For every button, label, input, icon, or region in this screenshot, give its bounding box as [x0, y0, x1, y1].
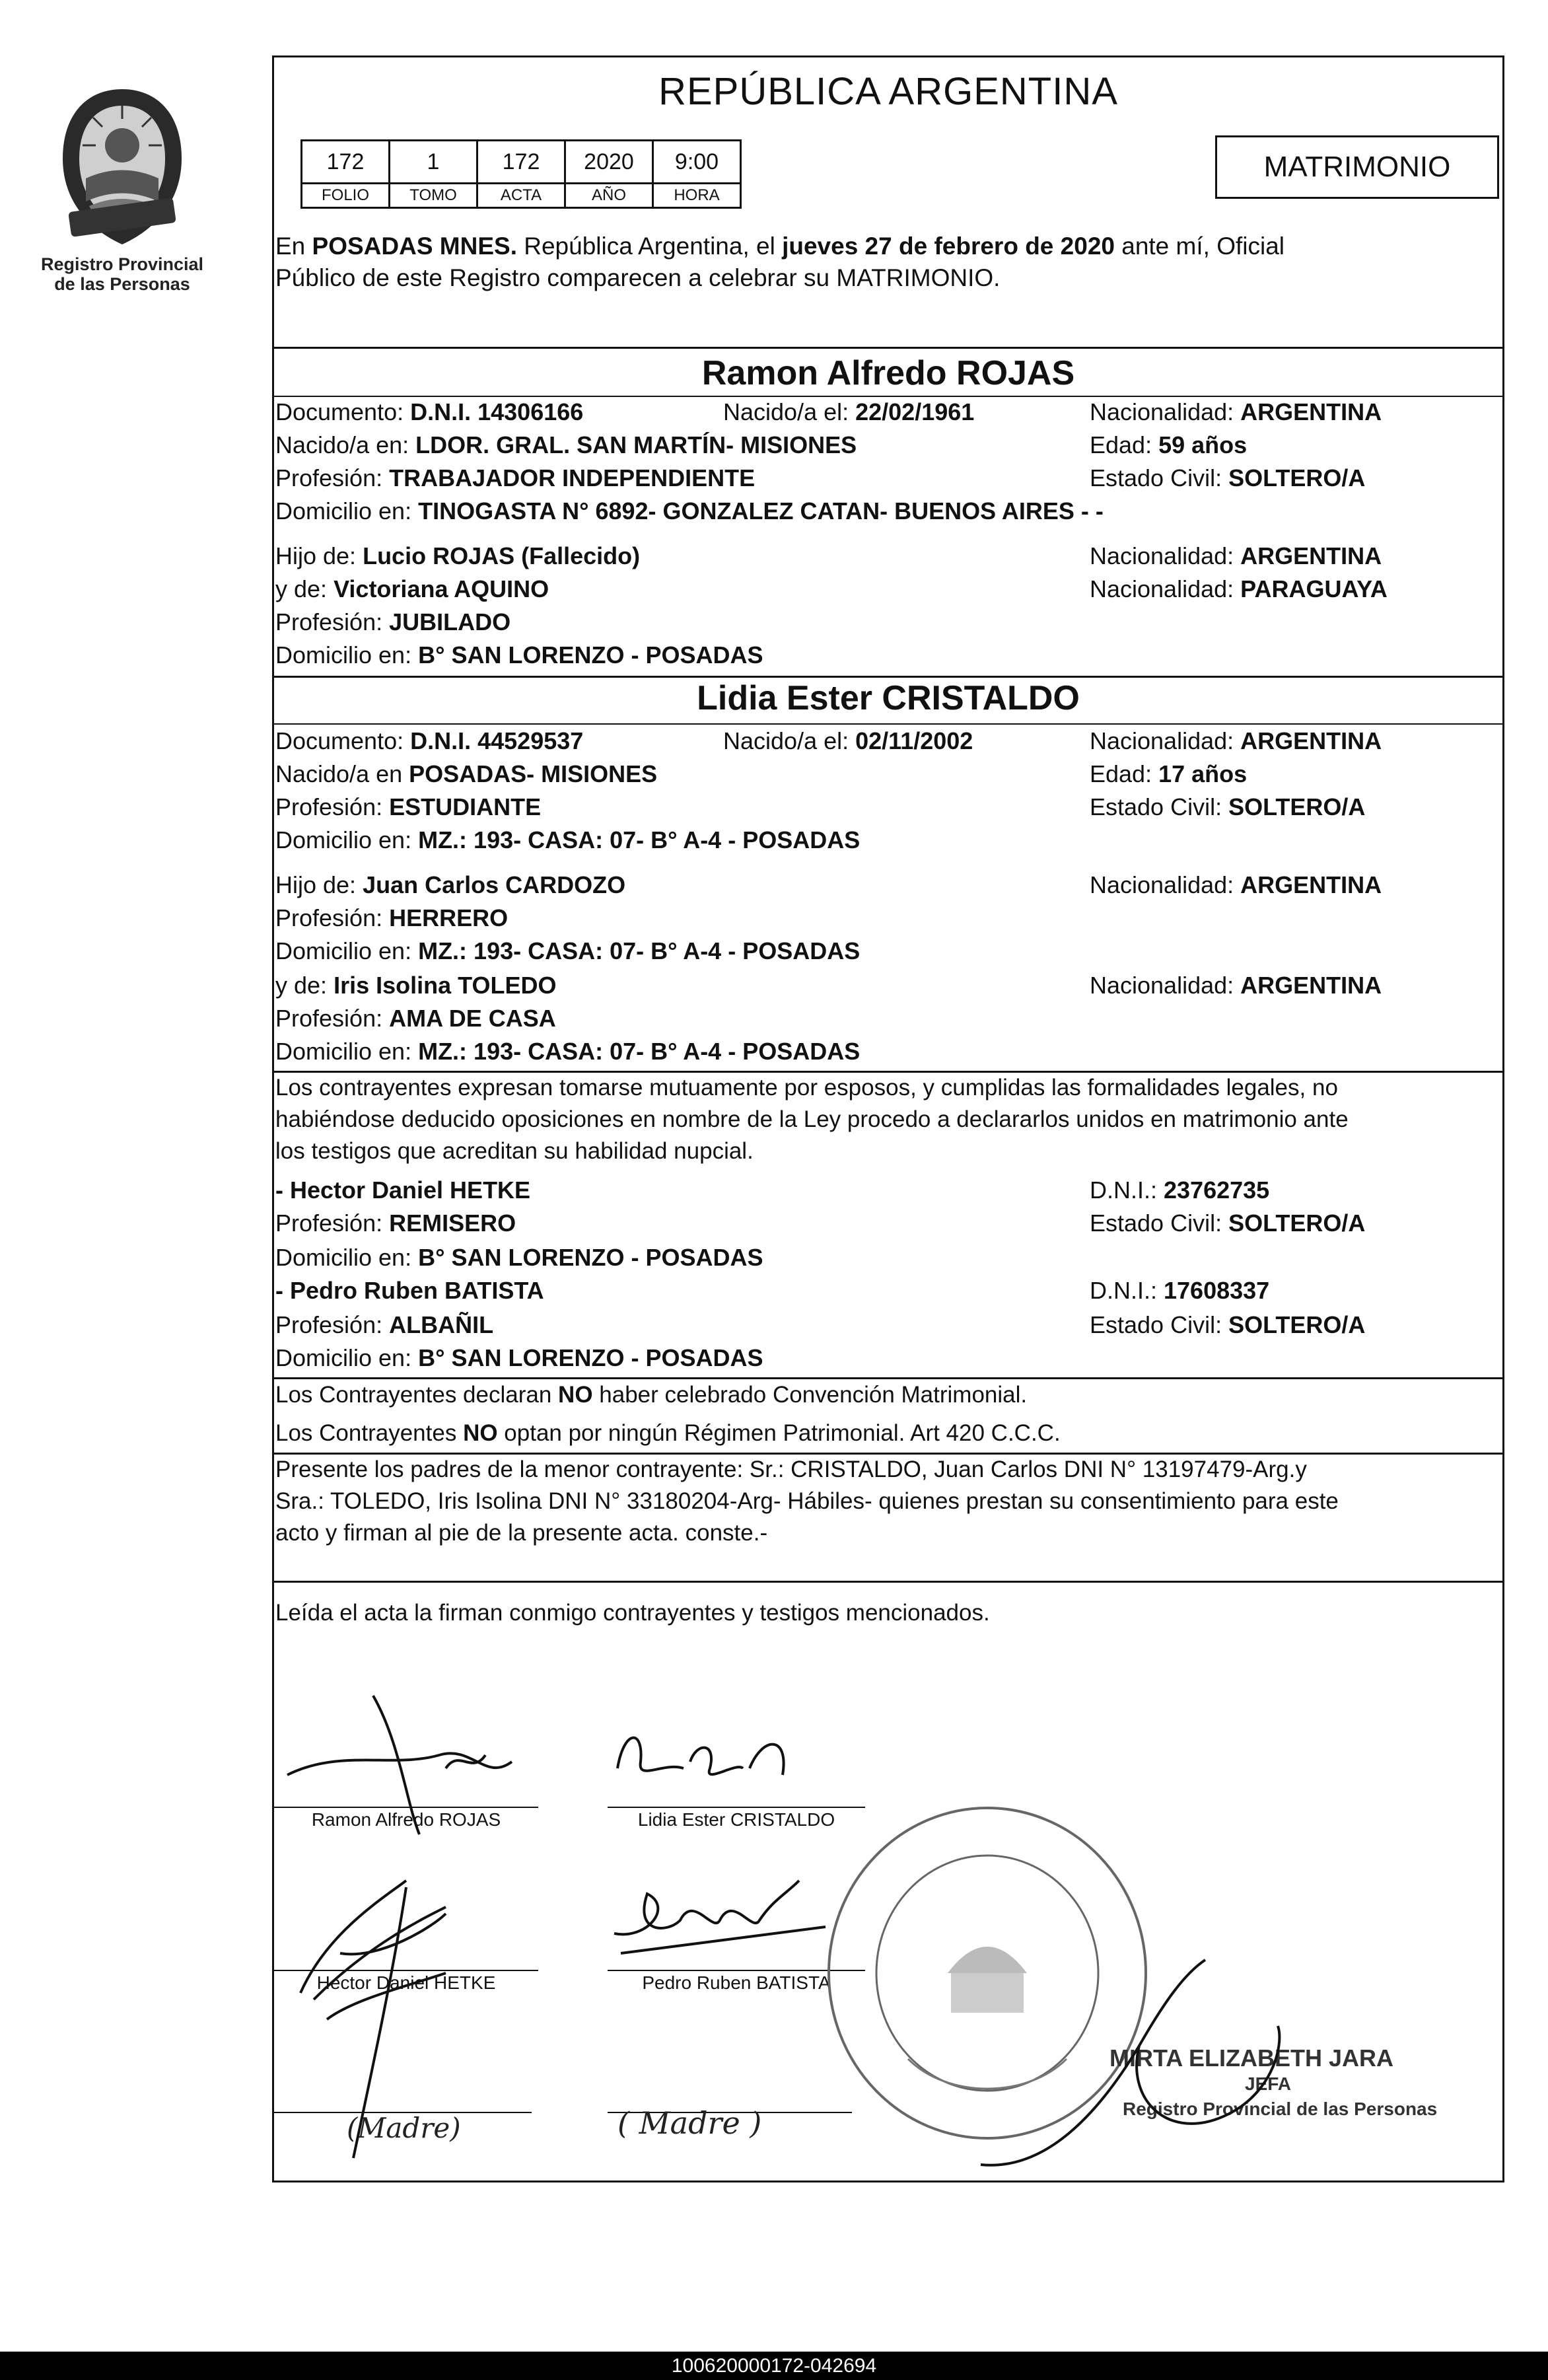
- consent-line-2: Sra.: TOLEDO, Iris Isolina DNI N° 33180204-Arg- Hábiles- quienes prestan su consentimiento para este: [275, 1488, 1339, 1514]
- bride-mother-nationality: Nacionalidad: ARGENTINA: [1090, 972, 1382, 999]
- groom-document: Documento: D.N.I. 14306166: [275, 398, 584, 425]
- page-title: REPÚBLICA ARGENTINA: [658, 70, 1118, 113]
- logo-caption-line2: de las Personas: [54, 274, 190, 294]
- closing-text: Leída el acta la firman conmigo contrayentes y testigos mencionados.: [275, 1600, 990, 1626]
- logo-caption-line1: Registro Provincial: [40, 254, 204, 274]
- intro-text-2: República Argentina, el: [516, 233, 783, 260]
- bride-address: Domicilio en: MZ.: 193- CASA: 07- B° A-4 - POSADAS: [275, 826, 861, 853]
- bride-civil-status: Estado Civil: SOLTERO/A: [1090, 793, 1366, 820]
- witness1-dni: D.N.I.: 23762735: [1090, 1176, 1270, 1204]
- witness2-dni: D.N.I.: 17608337: [1090, 1277, 1270, 1304]
- province-seal-icon: [50, 86, 195, 251]
- divider: [274, 1581, 1502, 1583]
- bride-document: Documento: D.N.I. 44529537: [275, 727, 584, 754]
- intro-city: POSADAS MNES.: [312, 233, 517, 260]
- tomo-value: 1: [390, 141, 477, 184]
- groom-age: Edad: 59 años: [1090, 431, 1248, 458]
- witness2-profession: Profesión: ALBAÑIL: [275, 1311, 494, 1338]
- anio-value: 2020: [565, 141, 653, 184]
- witness2-signature-icon: [608, 1854, 845, 1986]
- footer-code-bar: 100620000172-042694: [0, 2352, 1548, 2380]
- witness2-name: - Pedro Ruben BATISTA: [275, 1277, 544, 1304]
- bride-name: Lidia Ester CRISTALDO: [697, 679, 1080, 717]
- declaration-line-1: Los contrayentes expresan tomarse mutuamente por esposos, y cumplidas las formalidades legales, no: [275, 1075, 1338, 1100]
- declaration-paragraph: [275, 1072, 1504, 1167]
- record-type-box: MATRIMONIO: [1215, 135, 1499, 199]
- bride-mother-profession: Profesión: AMA DE CASA: [275, 1005, 556, 1032]
- official-role: JEFA: [1245, 2073, 1292, 2094]
- groom-birthdate: Nacido/a el: 22/02/1961: [723, 398, 975, 425]
- bride-birthdate: Nacido/a el: 02/11/2002: [723, 727, 973, 754]
- groom-parents-profession: Profesión: JUBILADO: [275, 608, 511, 635]
- intro-text-3: ante mí, Oficial: [1114, 233, 1284, 260]
- divider: [274, 676, 1502, 678]
- intro-text-1: En: [275, 233, 312, 260]
- divider: [274, 347, 1502, 349]
- groom-father-nationality: Nacionalidad: ARGENTINA: [1090, 542, 1382, 569]
- groom-birthplace: Nacido/a en: LDOR. GRAL. SAN MARTÍN- MISIONES: [275, 431, 857, 458]
- consent-line-1: Presente los padres de la menor contrayente: Sr.: CRISTALDO, Juan Carlos DNI N° 13197479-Arg.y: [275, 1457, 1307, 1482]
- convention-line-1: Los Contrayentes declaran NO haber celebrado Convención Matrimonial.: [275, 1382, 1028, 1408]
- groom-address: Domicilio en: TINOGASTA N° 6892- GONZALEZ CATAN- BUENOS AIRES - -: [275, 497, 1104, 524]
- folio-label: FOLIO: [302, 184, 390, 208]
- intro-paragraph: [275, 231, 1504, 294]
- declaration-line-2: habiéndose deducido oposiciones en nombre de la Ley procedo a declararlos unidos en matrimonio ante: [275, 1106, 1349, 1132]
- handwritten-madre-right: ( Madre ): [617, 2105, 762, 2141]
- bride-nationality: Nacionalidad: ARGENTINA: [1090, 727, 1382, 754]
- witness2-address: Domicilio en: B° SAN LORENZO - POSADAS: [275, 1344, 763, 1371]
- hora-value: 9:00: [653, 141, 741, 184]
- bride-father-profession: Profesión: HERRERO: [275, 904, 509, 931]
- witness2-civil-status: Estado Civil: SOLTERO/A: [1090, 1311, 1366, 1338]
- groom-signature-label: Ramon Alfredo ROJAS: [311, 1809, 501, 1830]
- official-name: MIRTA ELIZABETH JARA: [1109, 2044, 1393, 2072]
- bride-age: Edad: 17 años: [1090, 760, 1248, 787]
- bride-signature-icon: [604, 1669, 829, 1801]
- convention-line-2: Los Contrayentes NO optan por ningún Régimen Patrimonial. Art 420 C.C.C.: [275, 1420, 1061, 1446]
- official-organization: Registro Provincial de las Personas: [1123, 2099, 1438, 2119]
- parents-consent-paragraph: [275, 1454, 1504, 1549]
- groom-mother: y de: Victoriana AQUINO: [275, 575, 549, 602]
- witness1-signature-label: Hector Daniel HETKE: [316, 1972, 496, 1993]
- bride-mother-address: Domicilio en: MZ.: 193- CASA: 07- B° A-4 - POSADAS: [275, 1038, 861, 1065]
- certificate-frame: [272, 55, 1504, 2182]
- folio-value: 172: [302, 141, 390, 184]
- handwritten-madre-left: (Madre): [347, 2112, 461, 2144]
- bride-profession: Profesión: ESTUDIANTE: [275, 793, 542, 820]
- groom-nationality: Nacionalidad: ARGENTINA: [1090, 398, 1382, 425]
- consent-line-3: acto y firman al pie de la presente acta. conste.-: [275, 1520, 768, 1546]
- bride-signature-label: Lidia Ester CRISTALDO: [637, 1809, 835, 1830]
- record-data-table: [300, 139, 742, 209]
- witness1-signature-icon: [274, 1801, 551, 2171]
- bride-father: Hijo de: Juan Carlos CARDOZO: [275, 871, 626, 898]
- bride-father-nationality: Nacionalidad: ARGENTINA: [1090, 871, 1382, 898]
- witness1-profession: Profesión: REMISERO: [275, 1209, 516, 1237]
- groom-mother-nationality: Nacionalidad: PARAGUAYA: [1090, 575, 1388, 602]
- official-signature-icon: [968, 1947, 1364, 2191]
- witness1-name: - Hector Daniel HETKE: [275, 1176, 531, 1204]
- groom-parents-address: Domicilio en: B° SAN LORENZO - POSADAS: [275, 641, 763, 668]
- bride-mother: y de: Iris Isolina TOLEDO: [275, 972, 557, 999]
- acta-label: ACTA: [477, 184, 565, 208]
- groom-father: Hijo de: Lucio ROJAS (Fallecido): [275, 542, 641, 569]
- witness2-signature-label: Pedro Ruben BATISTA: [642, 1972, 831, 1993]
- intro-date: jueves 27 de febrero de 2020: [782, 233, 1115, 260]
- bride-birthplace: Nacido/a en POSADAS- MISIONES: [275, 760, 658, 787]
- bride-father-address: Domicilio en: MZ.: 193- CASA: 07- B° A-4 - POSADAS: [275, 937, 861, 964]
- groom-profession: Profesión: TRABAJADOR INDEPENDIENTE: [275, 464, 756, 491]
- acta-value: 172: [477, 141, 565, 184]
- intro-line-2: Público de este Registro comparecen a celebrar su MATRIMONIO.: [275, 264, 1001, 291]
- hora-label: HORA: [653, 184, 741, 208]
- groom-civil-status: Estado Civil: SOLTERO/A: [1090, 464, 1366, 491]
- tomo-label: TOMO: [390, 184, 477, 208]
- declaration-line-3: los testigos que acreditan su habilidad nupcial.: [275, 1138, 754, 1164]
- registry-logo: [36, 86, 208, 310]
- groom-name: Ramon Alfredo ROJAS: [701, 354, 1075, 392]
- witness1-civil-status: Estado Civil: SOLTERO/A: [1090, 1209, 1366, 1237]
- witness1-address: Domicilio en: B° SAN LORENZO - POSADAS: [275, 1244, 763, 1271]
- anio-label: AÑO: [565, 184, 653, 208]
